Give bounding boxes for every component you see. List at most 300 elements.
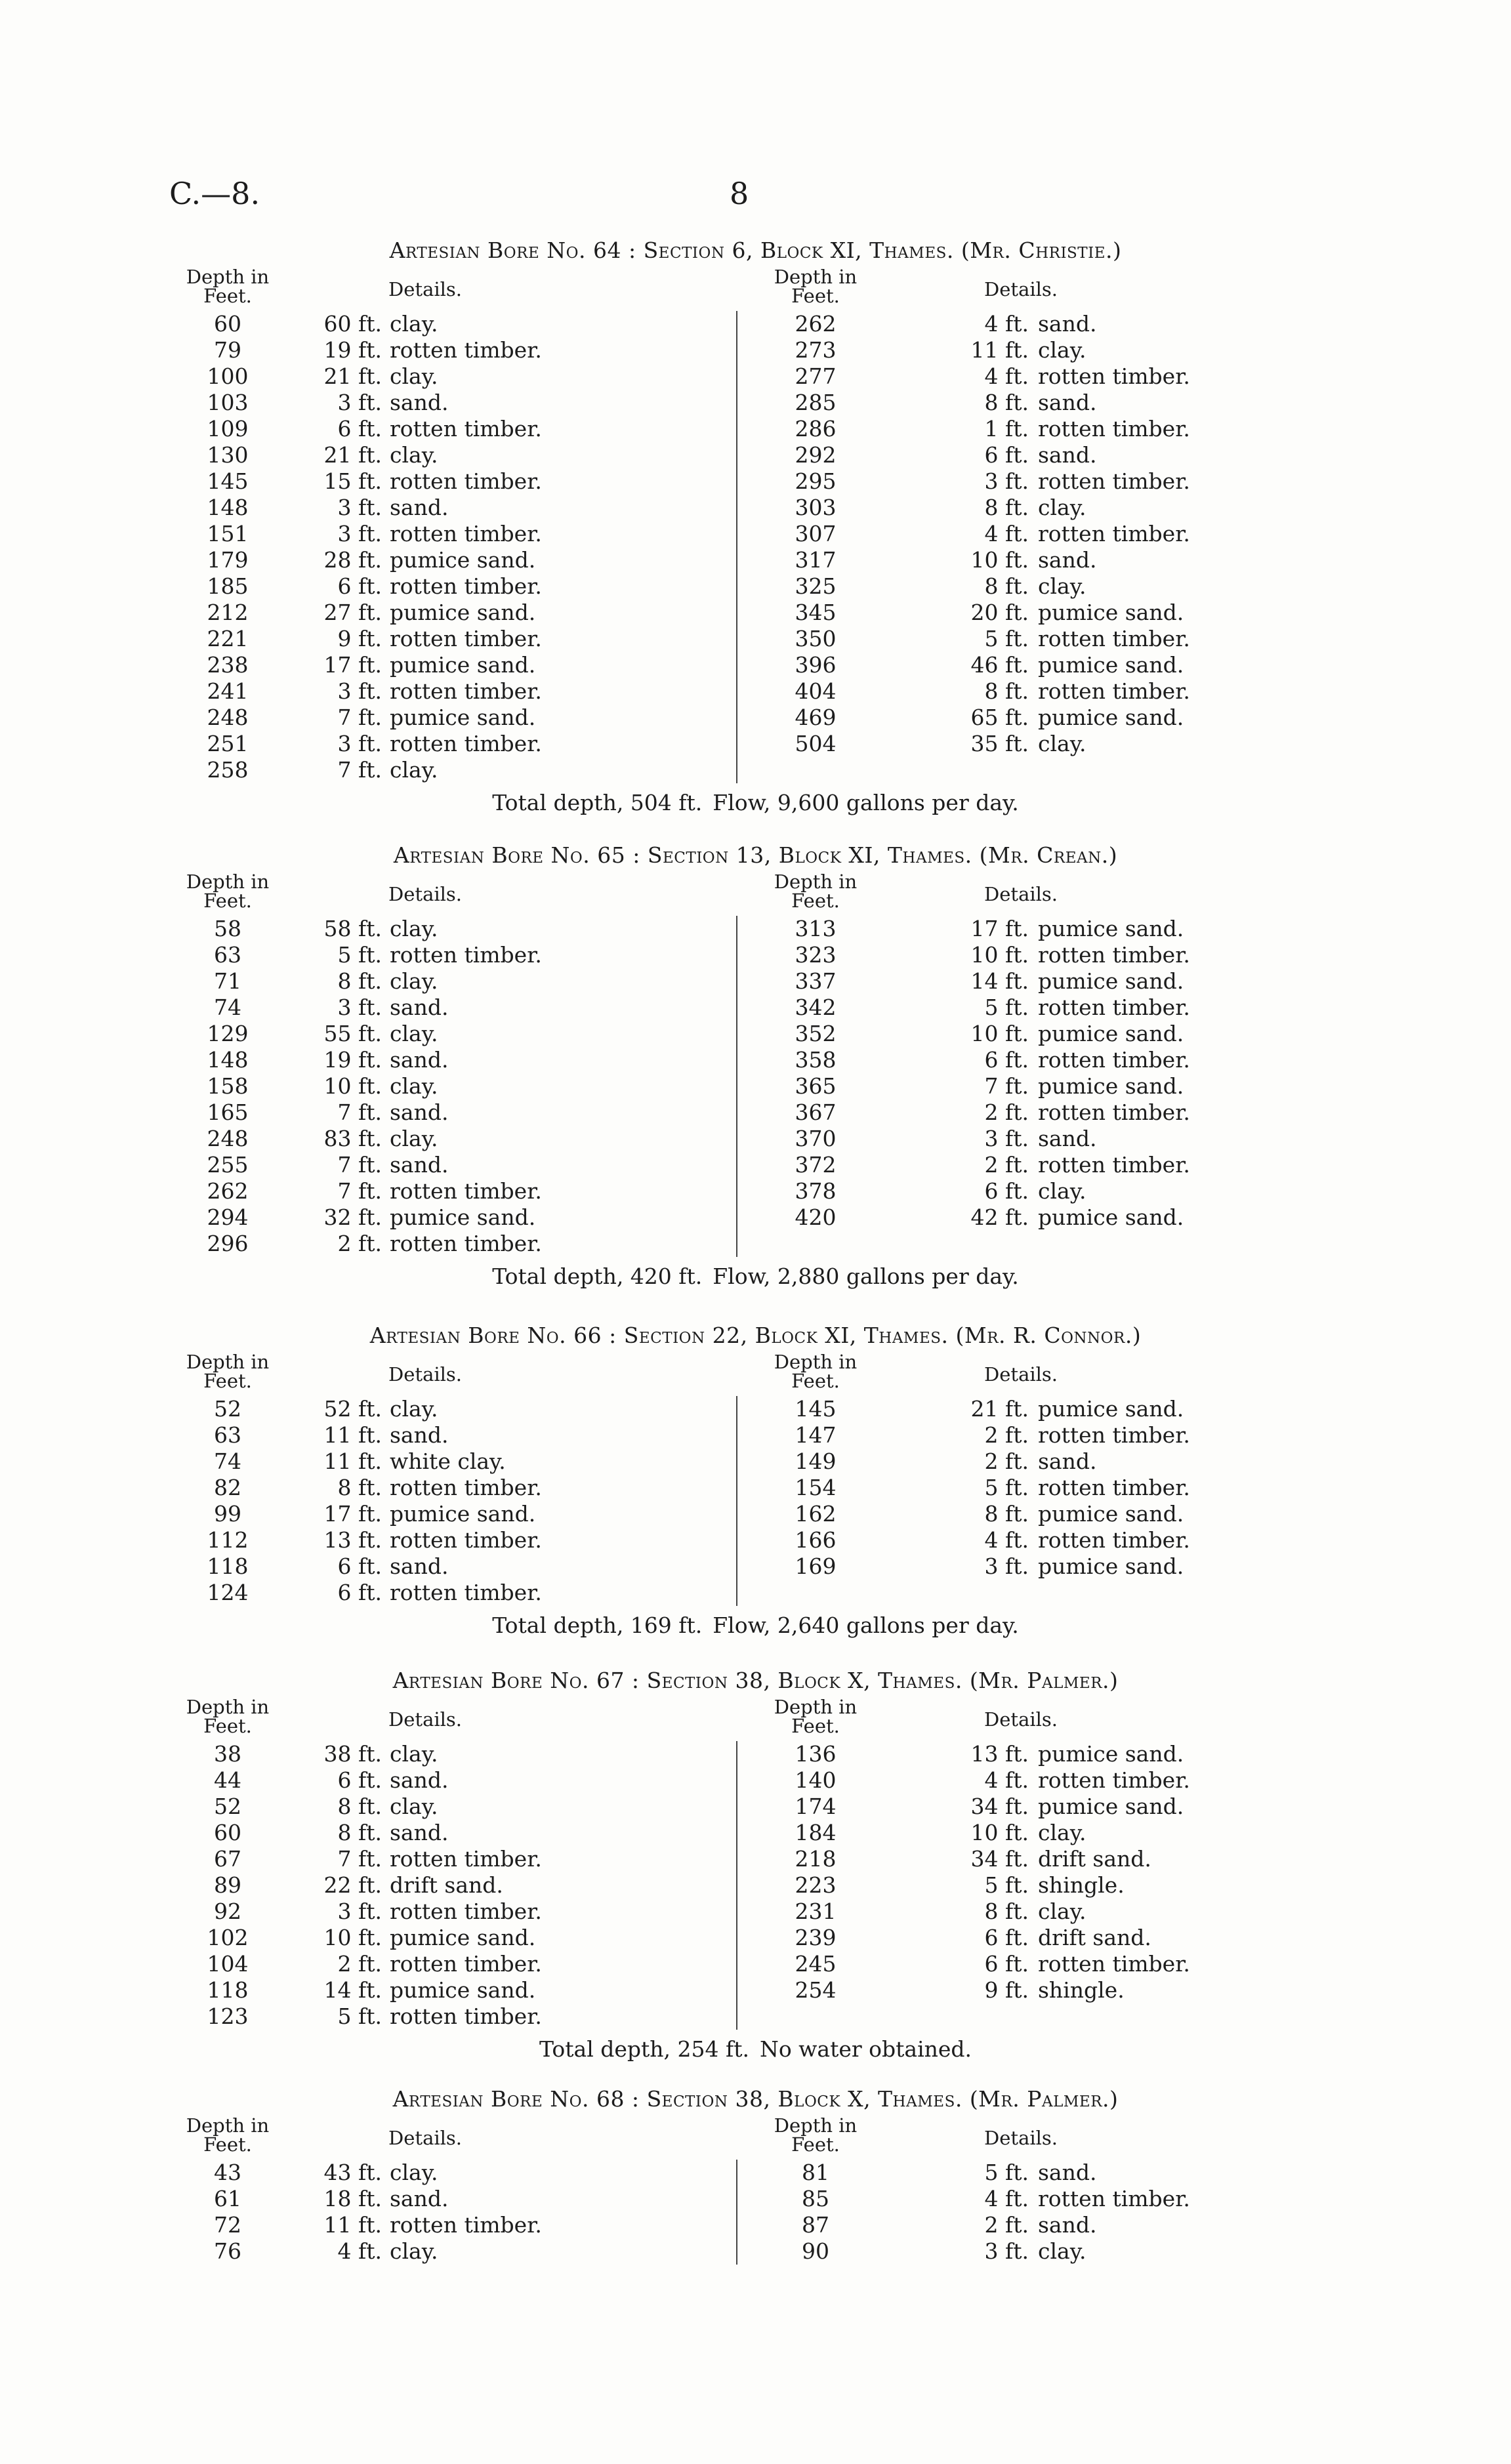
stratum-description: rotten timber. (1038, 1767, 1190, 1793)
stratum-description: sand. (390, 1553, 449, 1579)
depth-value: 258 (207, 757, 249, 783)
thickness-value: 8 ft. (337, 1820, 382, 1845)
depth-value: 79 (214, 337, 241, 363)
depth-value: 352 (795, 1021, 837, 1046)
depth-value: 165 (207, 1099, 249, 1125)
strata-row (760, 1899, 1206, 1925)
thickness-value: 2 ft. (984, 1099, 1029, 1125)
strata-row (760, 1553, 1206, 1580)
stratum-description: rotten timber. (390, 626, 542, 651)
total-depth: Total depth, 420 ft. (492, 1263, 703, 1289)
depth-value: 251 (207, 731, 249, 756)
flow-rate: Flow, 9,600 gallons per day. (713, 790, 1019, 815)
stratum-description: clay. (1038, 337, 1087, 363)
thickness-value: 7 ft. (337, 757, 382, 783)
strata-row (760, 1448, 1206, 1475)
stratum-description: sand. (1038, 1448, 1097, 1474)
thickness-value: 17 ft. (970, 916, 1029, 941)
strata-row (760, 2212, 1206, 2238)
strata-row (172, 995, 605, 1021)
details-header: Details. (984, 1708, 1058, 1731)
stratum-description: pumice sand. (1038, 1204, 1184, 1230)
strata-row (760, 1126, 1206, 1152)
strata-column-right (760, 916, 1206, 1231)
thickness-value: 7 ft. (984, 1073, 1029, 1099)
depth-value: 87 (802, 2212, 829, 2238)
depth-value: 350 (795, 626, 837, 651)
depth-value: 92 (214, 1899, 241, 1924)
stratum-description: rotten timber. (1038, 521, 1190, 546)
stratum-description: rotten timber. (1038, 1527, 1190, 1553)
thickness-value: 3 ft. (337, 521, 382, 546)
depth-header: Depth in Feet. (774, 1351, 858, 1392)
depth-value: 130 (207, 442, 249, 468)
depth-value: 81 (802, 2160, 829, 2185)
stratum-description: rotten timber. (1038, 416, 1190, 441)
strata-row (760, 1396, 1206, 1422)
stratum-description: clay. (1038, 731, 1087, 756)
stratum-description: pumice sand. (1038, 1396, 1184, 1422)
column-divider (736, 2160, 737, 2265)
thickness-value: 8 ft. (984, 1501, 1029, 1527)
depth-value: 292 (795, 442, 837, 468)
stratum-description: clay. (1038, 2238, 1087, 2264)
stratum-description: rotten timber. (1038, 995, 1190, 1020)
stratum-description: clay. (390, 2160, 438, 2185)
stratum-description: rotten timber. (390, 1231, 542, 1256)
thickness-value: 10 ft. (970, 547, 1029, 573)
stratum-description: shingle. (1038, 1977, 1125, 2003)
thickness-value: 32 ft. (323, 1204, 382, 1230)
thickness-value: 34 ft. (970, 1794, 1029, 1819)
depth-value: 313 (795, 916, 837, 941)
stratum-description: sand. (390, 1047, 449, 1073)
stratum-description: rotten timber. (1038, 1422, 1190, 1448)
details-header: Details. (388, 2127, 463, 2149)
depth-value: 404 (795, 678, 837, 704)
strata-row (760, 731, 1206, 757)
depth-value: 74 (214, 1448, 241, 1474)
bore-summary (0, 1612, 1511, 1638)
depth-value: 218 (795, 1846, 837, 1872)
stratum-description: rotten timber. (390, 1899, 542, 1924)
stratum-description: clay. (390, 2238, 438, 2264)
thickness-value: 21 ft. (323, 363, 382, 389)
strata-row (172, 600, 605, 626)
depth-value: 99 (214, 1501, 241, 1527)
depth-value: 82 (214, 1475, 241, 1500)
bore-title (0, 2086, 1511, 2112)
strata-row (172, 1152, 605, 1178)
strata-row (172, 1047, 605, 1073)
strata-row (172, 1872, 605, 1899)
bore-summary (0, 2036, 1511, 2062)
thickness-value: 10 ft. (970, 1820, 1029, 1845)
stratum-description: sand. (390, 1422, 449, 1448)
strata-row (172, 916, 605, 942)
depth-value: 342 (795, 995, 837, 1020)
stratum-description: sand. (390, 495, 449, 520)
bore-number: Artesian Bore No. 66 : (369, 1323, 617, 1348)
thickness-value: 6 ft. (984, 442, 1029, 468)
depth-value: 60 (214, 311, 241, 337)
stratum-description: pumice sand. (1038, 1553, 1184, 1579)
thickness-value: 14 ft. (970, 968, 1029, 994)
depth-value: 325 (795, 573, 837, 599)
depth-value: 277 (795, 363, 837, 389)
depth-value: 71 (214, 968, 241, 994)
strata-column-left (172, 1396, 605, 1606)
stratum-description: clay. (390, 1396, 438, 1422)
strata-row (760, 1204, 1206, 1231)
thickness-value: 3 ft. (984, 1553, 1029, 1579)
thickness-value: 10 ft. (323, 1925, 382, 1950)
bore-section-block: Section 38, Block X, Thames. (646, 2086, 962, 2112)
depth-header: Depth in Feet. (774, 871, 858, 912)
stratum-description: pumice sand. (390, 1925, 536, 1950)
stratum-description: rotten timber. (1038, 2186, 1190, 2211)
strata-row (172, 1925, 605, 1951)
bore-section (0, 2086, 1511, 2304)
thickness-value: 3 ft. (984, 2238, 1029, 2264)
strata-row (760, 1977, 1206, 2003)
thickness-value: 6 ft. (337, 573, 382, 599)
column-divider (736, 311, 737, 783)
thickness-value: 6 ft. (337, 416, 382, 441)
strata-row (760, 1925, 1206, 1951)
strata-row (760, 1794, 1206, 1820)
thickness-value: 10 ft. (970, 942, 1029, 968)
strata-row (760, 705, 1206, 731)
thickness-value: 10 ft. (970, 1021, 1029, 1046)
bore-section (0, 1668, 1511, 2069)
stratum-description: pumice sand. (1038, 1501, 1184, 1527)
strata-row (760, 416, 1206, 442)
stratum-description: sand. (1038, 311, 1097, 337)
strata-row (760, 1178, 1206, 1204)
stratum-description: pumice sand. (1038, 652, 1184, 678)
thickness-value: 4 ft. (984, 311, 1029, 337)
strata-row (172, 1099, 605, 1126)
depth-value: 337 (795, 968, 837, 994)
strata-row (760, 547, 1206, 573)
strata-row (172, 1951, 605, 1977)
bore-section (0, 842, 1511, 1296)
stratum-description: rotten timber. (390, 1527, 542, 1553)
page-header (0, 176, 1511, 215)
depth-value: 358 (795, 1047, 837, 1073)
stratum-description: pumice sand. (1038, 916, 1184, 941)
depth-value: 118 (207, 1977, 249, 2003)
thickness-value: 19 ft. (323, 337, 382, 363)
depth-value: 231 (795, 1899, 837, 1924)
stratum-description: pumice sand. (390, 1204, 536, 1230)
stratum-description: clay. (1038, 1899, 1087, 1924)
thickness-value: 2 ft. (337, 1951, 382, 1977)
stratum-description: pumice sand. (1038, 1741, 1184, 1767)
depth-value: 296 (207, 1231, 249, 1256)
thickness-value: 43 ft. (323, 2160, 382, 2185)
strata-column-right (760, 2160, 1206, 2265)
thickness-value: 18 ft. (323, 2186, 382, 2211)
depth-value: 372 (795, 1152, 837, 1178)
strata-row (172, 652, 605, 678)
depth-value: 294 (207, 1204, 249, 1230)
strata-row (172, 468, 605, 495)
thickness-value: 11 ft. (323, 1422, 382, 1448)
strata-row (760, 1152, 1206, 1178)
depth-value: 273 (795, 337, 837, 363)
stratum-description: rotten timber. (390, 731, 542, 756)
stratum-description: clay. (390, 1794, 438, 1819)
details-header: Details. (388, 883, 463, 905)
stratum-description: pumice sand. (1038, 1021, 1184, 1046)
strata-row (172, 442, 605, 468)
stratum-description: pumice sand. (390, 547, 536, 573)
bore-owner: (Mr. Crean.) (979, 842, 1118, 868)
depth-value: 60 (214, 1820, 241, 1845)
stratum-description: sand. (390, 995, 449, 1020)
depth-value: 241 (207, 678, 249, 704)
strata-row (172, 495, 605, 521)
depth-header: Depth in Feet. (186, 2114, 270, 2156)
depth-value: 378 (795, 1178, 837, 1204)
depth-value: 102 (207, 1925, 249, 1950)
thickness-value: 3 ft. (337, 495, 382, 520)
thickness-value: 21 ft. (323, 442, 382, 468)
depth-value: 147 (795, 1422, 837, 1448)
strata-row (172, 547, 605, 573)
thickness-value: 7 ft. (337, 705, 382, 730)
stratum-description: rotten timber. (1038, 1099, 1190, 1125)
bore-number: Artesian Bore No. 64 : (389, 237, 636, 263)
thickness-value: 11 ft. (970, 337, 1029, 363)
strata-row (172, 2160, 605, 2186)
depth-value: 162 (795, 1501, 837, 1527)
strata-row (172, 1846, 605, 1872)
stratum-description: rotten timber. (1038, 1152, 1190, 1178)
bore-number: Artesian Bore No. 65 : (393, 842, 640, 868)
stratum-description: rotten timber. (1038, 626, 1190, 651)
strata-row (172, 1396, 605, 1422)
thickness-value: 34 ft. (970, 1846, 1029, 1872)
page-number: 8 (730, 176, 749, 211)
thickness-value: 6 ft. (984, 1951, 1029, 1977)
depth-header: Depth in Feet. (186, 871, 270, 912)
strata-row (172, 1553, 605, 1580)
stratum-description: clay. (390, 1126, 438, 1151)
stratum-description: rotten timber. (1038, 1475, 1190, 1500)
thickness-value: 35 ft. (970, 731, 1029, 756)
stratum-description: rotten timber. (390, 678, 542, 704)
strata-row (760, 442, 1206, 468)
strata-row (760, 1820, 1206, 1846)
thickness-value: 11 ft. (323, 2212, 382, 2238)
strata-row (760, 916, 1206, 942)
thickness-value: 58 ft. (323, 916, 382, 941)
strata-row (760, 1527, 1206, 1553)
bore-owner: (Mr. Christie.) (961, 237, 1122, 263)
depth-header: Depth in Feet. (774, 266, 858, 307)
strata-row (172, 311, 605, 337)
stratum-description: rotten timber. (390, 416, 542, 441)
thickness-value: 55 ft. (323, 1021, 382, 1046)
thickness-value: 8 ft. (337, 1475, 382, 1500)
thickness-value: 3 ft. (337, 731, 382, 756)
depth-value: 151 (207, 521, 249, 546)
stratum-description: sand. (1038, 1126, 1097, 1151)
strata-column-right (760, 1396, 1206, 1580)
depth-value: 44 (214, 1767, 241, 1793)
bore-section-block: Section 6, Block XI, Thames. (643, 237, 954, 263)
thickness-value: 5 ft. (984, 995, 1029, 1020)
thickness-value: 65 ft. (970, 705, 1029, 730)
thickness-value: 21 ft. (970, 1396, 1029, 1422)
depth-value: 109 (207, 416, 249, 441)
depth-value: 169 (795, 1553, 837, 1579)
depth-value: 63 (214, 942, 241, 968)
depth-value: 72 (214, 2212, 241, 2238)
strata-row (172, 1580, 605, 1606)
depth-value: 38 (214, 1741, 241, 1767)
stratum-description: pumice sand. (1038, 968, 1184, 994)
strata-row (760, 1073, 1206, 1099)
thickness-value: 22 ft. (323, 1872, 382, 1898)
strata-row (172, 1899, 605, 1925)
stratum-description: pumice sand. (390, 652, 536, 678)
stratum-description: sand. (390, 390, 449, 415)
thickness-value: 17 ft. (323, 652, 382, 678)
depth-value: 140 (795, 1767, 837, 1793)
depth-value: 285 (795, 390, 837, 415)
stratum-description: rotten timber. (390, 1475, 542, 1500)
thickness-value: 8 ft. (337, 968, 382, 994)
strata-row (172, 1741, 605, 1767)
strata-row (760, 626, 1206, 652)
stratum-description: rotten timber. (1038, 1951, 1190, 1977)
thickness-value: 6 ft. (984, 1178, 1029, 1204)
stratum-description: sand. (390, 2186, 449, 2211)
thickness-value: 2 ft. (984, 2212, 1029, 2238)
thickness-value: 4 ft. (984, 521, 1029, 546)
thickness-value: 5 ft. (337, 942, 382, 968)
depth-value: 221 (207, 626, 249, 651)
total-depth: Total depth, 169 ft. (492, 1612, 703, 1638)
depth-value: 100 (207, 363, 249, 389)
thickness-value: 4 ft. (984, 1527, 1029, 1553)
depth-value: 212 (207, 600, 249, 625)
document-code: C.—8. (169, 176, 260, 211)
stratum-description: sand. (1038, 390, 1097, 415)
depth-value: 239 (795, 1925, 837, 1950)
stratum-description: white clay. (390, 1448, 506, 1474)
bore-number: Artesian Bore No. 68 : (392, 2086, 640, 2112)
depth-header: Depth in Feet. (186, 266, 270, 307)
strata-row (172, 573, 605, 600)
thickness-value: 4 ft. (984, 1767, 1029, 1793)
thickness-value: 7 ft. (337, 1846, 382, 1872)
depth-value: 148 (207, 495, 249, 520)
stratum-description: pumice sand. (390, 600, 536, 625)
stratum-description: drift sand. (1038, 1925, 1151, 1950)
thickness-value: 6 ft. (984, 1047, 1029, 1073)
depth-value: 469 (795, 705, 837, 730)
thickness-value: 5 ft. (984, 2160, 1029, 2185)
thickness-value: 8 ft. (984, 573, 1029, 599)
strata-row (760, 1021, 1206, 1047)
thickness-value: 3 ft. (337, 1899, 382, 1924)
strata-row (760, 390, 1206, 416)
stratum-description: rotten timber. (390, 1951, 542, 1977)
thickness-value: 3 ft. (984, 468, 1029, 494)
thickness-value: 2 ft. (984, 1448, 1029, 1474)
strata-row (760, 995, 1206, 1021)
strata-row (760, 1872, 1206, 1899)
strata-row (172, 521, 605, 547)
stratum-description: sand. (1038, 2212, 1097, 2238)
thickness-value: 6 ft. (984, 1925, 1029, 1950)
stratum-description: clay. (1038, 1178, 1087, 1204)
strata-row (760, 2186, 1206, 2212)
strata-row (760, 573, 1206, 600)
strata-row (172, 337, 605, 363)
strata-row (760, 968, 1206, 995)
depth-value: 323 (795, 942, 837, 968)
bore-number: Artesian Bore No. 67 : (392, 1668, 640, 1693)
strata-row (760, 311, 1206, 337)
strata-row (172, 1767, 605, 1794)
depth-value: 365 (795, 1073, 837, 1099)
thickness-value: 52 ft. (323, 1396, 382, 1422)
stratum-description: drift sand. (390, 1872, 503, 1898)
strata-row (172, 390, 605, 416)
thickness-value: 5 ft. (337, 2003, 382, 2029)
strata-row (760, 1767, 1206, 1794)
depth-value: 154 (795, 1475, 837, 1500)
thickness-value: 3 ft. (337, 390, 382, 415)
depth-value: 118 (207, 1553, 249, 1579)
strata-row (172, 416, 605, 442)
strata-row (760, 942, 1206, 968)
strata-row (760, 495, 1206, 521)
flow-rate: Flow, 2,880 gallons per day. (713, 1263, 1019, 1289)
thickness-value: 42 ft. (970, 1204, 1029, 1230)
stratum-description: sand. (1038, 442, 1097, 468)
thickness-value: 4 ft. (337, 2238, 382, 2264)
strata-column-left (172, 916, 605, 1257)
thickness-value: 19 ft. (323, 1047, 382, 1073)
details-header: Details. (984, 278, 1058, 300)
thickness-value: 3 ft. (337, 995, 382, 1020)
strata-row (760, 521, 1206, 547)
thickness-value: 5 ft. (984, 626, 1029, 651)
depth-value: 223 (795, 1872, 837, 1898)
depth-value: 90 (802, 2238, 829, 2264)
strata-row (172, 1073, 605, 1099)
bore-title (0, 1323, 1511, 1348)
depth-header: Depth in Feet. (186, 1351, 270, 1392)
stratum-description: clay. (390, 1741, 438, 1767)
bore-owner: (Mr. R. Connor.) (955, 1323, 1142, 1348)
strata-row (760, 1951, 1206, 1977)
strata-row (172, 2238, 605, 2265)
thickness-value: 1 ft. (984, 416, 1029, 441)
depth-value: 504 (795, 731, 837, 756)
stratum-description: clay. (1038, 573, 1087, 599)
bore-section (0, 1323, 1511, 1645)
depth-header: Depth in Feet. (774, 1696, 858, 1737)
depth-value: 145 (207, 468, 249, 494)
